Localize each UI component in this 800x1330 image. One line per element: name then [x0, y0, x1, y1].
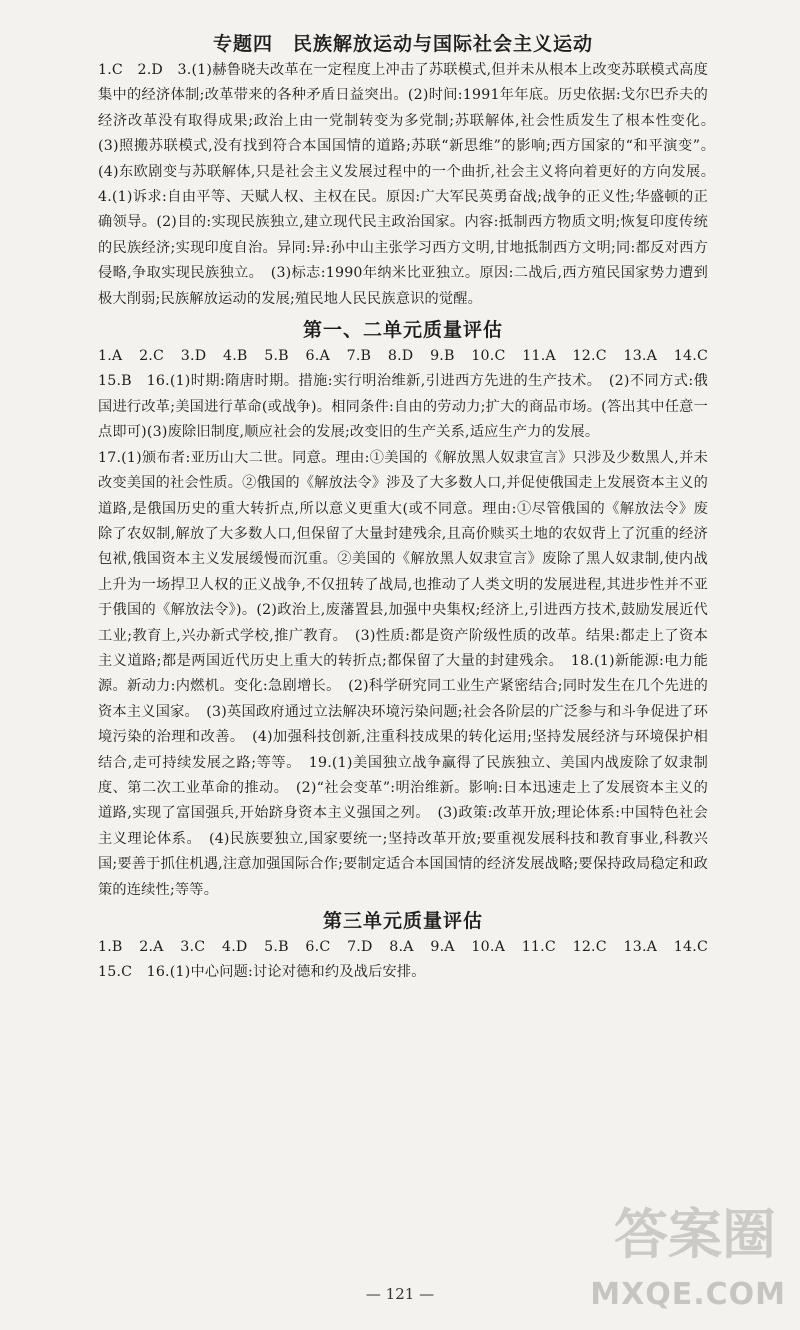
section-heading-unit-1-2: 第一、二单元质量评估 — [302, 319, 503, 342]
answer-content — [98, 30, 723, 986]
section-paragraph: 17.(1)颁布者:亚历山大二世。同意。理由:①美国的《解放黑人奴隶宣言》只涉及少数黑人,并未改变美国的社会性质。②俄国的《解放法令》涉及了大多数人口,并促使俄国走上发展资本主义的道路,是俄国历史的重大转折点,所以意义更重大(或不同意。理由:①尽管俄国的《解放法令》废除了农奴制,解放了大多数人口,但保留了大量封建残余,且高价赎买土地的农奴背上了沉重的经济包袱,俄国资本主义发展缓慢而沉重。②美国的《解放黑人奴隶宣言》废除了黑人奴隶制,使内战上升为一场捍卫人权的正义战争,不仅扭转了战局,也推动了人类文明的发展进程,其进步性并不亚于俄国的《解放法令》)。(2)政治上,废藩置县,加强中央集权;经济上,引进西方技术,鼓励发展近代工业;教育上,兴办新式学校,推广教育。 (3)性质:都是资产阶级性质的改革。结果:都走上了资本主义道路;都是两国近代历史上重大的转折点;都保留了大量的封建残余。 18.(1)新能源:电力能源。新动力:内燃机。变化:急剧增长。 (2)科学研究同工业生产紧密结合;同时发生在几个先进的资本主义国家。 (3)英国政府通过立法解决环境污染问题;社会各阶层的广泛参与和斗争促进了环境污染的治理和改善。 (4)加强科技创新,注重科技成果的转化运用;坚持发展经济与环境保护相结合,走可持续发展之路;等等。 19.(1)美国独立战争赢得了民族独立、美国内战废除了奴隶制度、第二次工业革命的推动。 (2)“社会变革”:明治维新。影响:日本迅速走上了发展资本主义的道路,实现了富国强兵,开始跻身资本主义强国之列。 (3)政策:改革开放;理论体系:中国特色社会主义理论体系。 (4)民族要独立,国家要统一;坚持改革开放;要重视发展科技和教育事业,科教兴国;要善于抓住机遇,注意加强国际合作;要制定适合本国国情的经济发展战略;要保持政局稳定和政策的连续性;等等。 — [98, 449, 708, 898]
section-paragraph: 1.C 2.D 3.(1)赫鲁晓夫改革在一定程度上冲击了苏联模式,但并未从根本上改变苏联模式高度集中的经济体制;改革带来的各种矛盾日益突出。(2)时间:1991年年底。历史依据:戈尔巴乔夫的经济改革没有取得成果;政治上由一党制转变为多党制;苏联解体,社会性质发生了根本性变化。 (3)照搬苏联模式,没有找到符合本国国情的道路;苏联“新思维”的影响;西方国家的“和平演变”。 (4)东欧剧变与苏联解体,只是社会主义发展过程中的一个曲折,社会主义将向着更好的方向发展。 4.(1)诉求:自由平等、天赋人权、主权在民。原因:广大军民英勇奋战;战争的正义性;华盛顿的正确领导。(2)目的:实现民族独立,建立现代民主政治国家。内容:抵制西方物质文明;恢复印度传统的民族经济;实现印度自治。异同:异:孙中山主张学习西方文明,甘地抵制西方文明;同:都反对西方侵略,争取实现民族独立。 (3)标志:1990年纳米比亚独立。原因:二战后,西方殖民国家势力遭到极大削弱;民族解放运动的发展;殖民地人民民族意识的觉醒。 — [98, 62, 723, 307]
section-heading-unit-3: 第三单元质量评估 — [322, 910, 483, 932]
section-paragraph: 1.B 2.A 3.C 4.D 5.B 6.C 7.D 8.A 9.A 10.A 11.C 12.C 13.A 14.C 15.C 16.(1)中心问题:讨论对德和约及战后安排。 — [98, 939, 723, 981]
watermark-logo: 答案圈 — [614, 1203, 776, 1266]
section-heading-topic-4: 专题四 民族解放运动与国际社会主义运动 — [212, 33, 593, 55]
section-paragraph: 1.A 2.C 3.D 4.B 5.B 6.A 7.B 8.D 9.B 10.C 11.A 12.C 13.A 14.C 15.B 16.(1)时期:隋唐时期。措施:实行明治维新,引进西方先进的生产技术。 (2)不同方式:俄国进行改革;美国进行革命(或战争)。相同条件:自由的劳动力;扩大的商品市场。(答出其中任意一点即可)(3)废除旧制度,顺应社会的发展;改变旧的生产关系,适应生产力的发展。 — [98, 348, 723, 441]
watermark-site-text: MXQE.COM — [590, 1277, 786, 1312]
page-number: — 121 — — [365, 1285, 435, 1303]
site-watermark — [586, 1192, 786, 1312]
